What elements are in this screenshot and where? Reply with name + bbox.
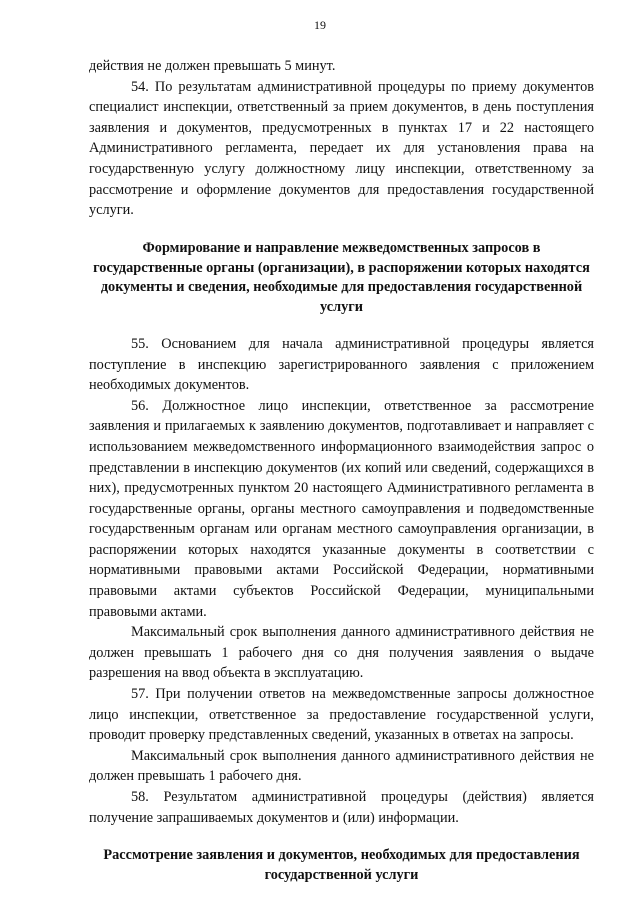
paragraph-56-deadline: Максимальный срок выполнения данного административного действия не должен превышать 1 рабочего дня со дня получения заявления о выдаче разрешения на ввод объекта в эксплуатацию. (89, 624, 594, 682)
paragraph-55: 55. Основанием для начала административной процедуры является поступление в инспекцию зарегистрированного заявления с приложением необходимых документов. (89, 335, 594, 394)
paragraph-continuation: действия не должен превышать 5 минут. (89, 58, 336, 74)
section-heading-interagency-requests: Формирование и направление межведомственных запросов в государственные органы (организации), в распоряжении которых находятся документы и сведения, необходимые для предоставления государственной услуги (93, 239, 590, 316)
paragraph-57: 57. При получении ответов на межведомственные запросы должностное лицо инспекции, ответственное за предоставление государственной услуги, проводит проверку представленных сведений, указанных в ответах на запросы. (89, 686, 594, 744)
page-number: 19 (314, 18, 326, 32)
paragraph-57-deadline: Максимальный срок выполнения данного административного действия не должен превышать 1 рабочего дня. (89, 747, 594, 785)
paragraph-54: 54. По результатам административной процедуры по приему документов специалист инспекции, ответственный за прием документов, в день поступления заявления и документов, предусмотренных в пунктах 17 и 22 настоящего Административного регламента, передает их для установления права на государственную услугу должностному лицу инспекции, ответственному за рассмотрение и оформление документов для предоставления государственной услуги. (89, 78, 594, 219)
paragraph-56: 56. Должностное лицо инспекции, ответственное за рассмотрение заявления и прилагаемых к заявлению документов, подготавливает и направляет с использованием межведомственного информационного взаимодействия запрос о представлении в инспекцию документов (их копий или сведений, содержащихся в них), предусмотренных пунктом 20 настоящего Административного регламента в государственные органы, органы местного самоуправления и подведомственные государственным органам или органам местного самоуправления организации, в распоряжении которых находятся указанные документы в соответствии с нормативными правовыми актами Российской Федерации, нормативными правовыми актами субъектов Российской Федерации, муниципальными правовыми актами. (89, 397, 594, 620)
document-body (89, 56, 594, 886)
section-heading-review-application: Рассмотрение заявления и документов, необходимых для предоставления государственной услуги (103, 847, 580, 883)
paragraph-58: 58. Результатом административной процедуры (действия) является получение запрашиваемых документов и (или) информации. (89, 789, 594, 826)
